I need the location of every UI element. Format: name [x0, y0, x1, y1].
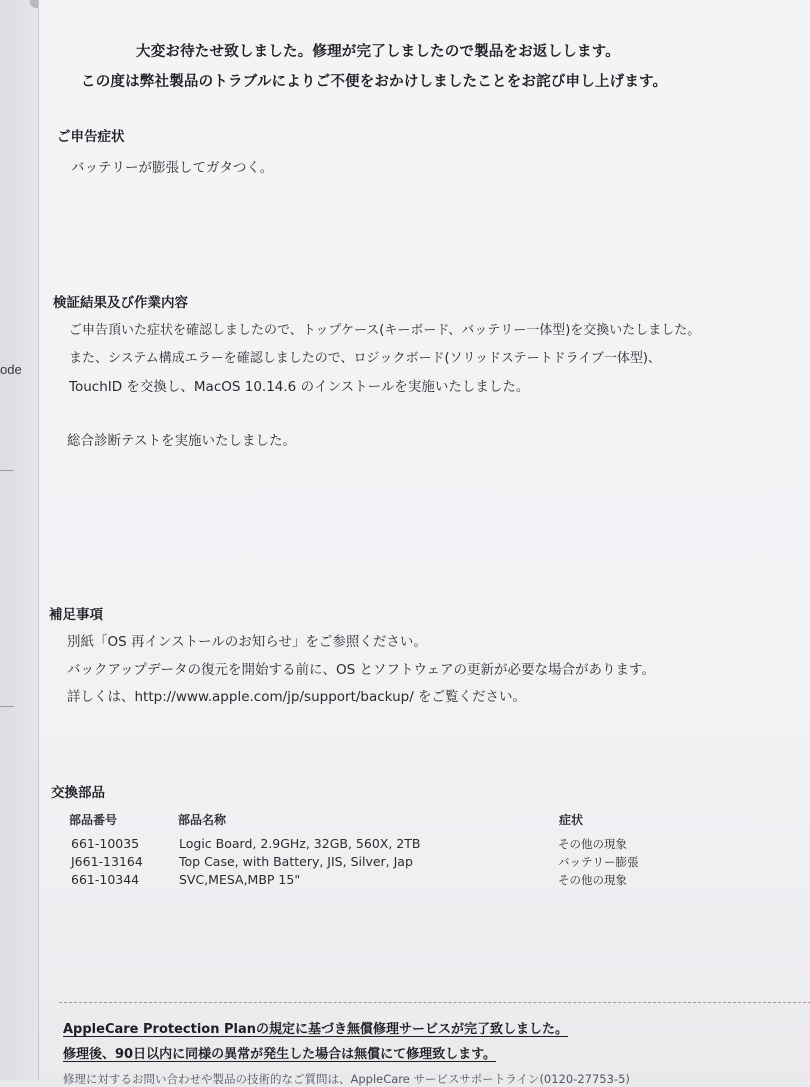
reported-symptom-text: バッテリーが膨張してガタつく。: [71, 160, 274, 176]
parts-col-number-header: 部品番号: [69, 813, 118, 827]
verification-line: TouchID を交換し、MacOS 10.14.6 のインストールを実施いたしました。: [69, 379, 530, 395]
part-number: 661-10035: [71, 836, 140, 851]
verification-line: また、システム構成エラーを確認しましたので、ロジックボード(ソリッドステートドライブ一体型)、: [69, 351, 661, 366]
header-line-1: 大変お待たせ致しました。修理が完了しましたので製品をお返しします。: [136, 44, 620, 60]
underlying-sheet-edge: [0, 0, 38, 1080]
part-symptom: その他の現象: [558, 873, 627, 887]
part-symptom: バッテリー膨張: [558, 855, 639, 869]
part-symptom: その他の現象: [558, 837, 627, 851]
footer-cut-line: 修理に対するお問い合わせや製品の技術的なご質問は、AppleCare サービスサポートライン(0120-27753-5): [63, 1072, 630, 1086]
verification-line: 総合診断テストを実施いたしました。: [67, 433, 296, 449]
parts-col-name-header: 部品名称: [178, 813, 227, 827]
header-line-2: この度は弊社製品のトラブルによりご不便をおかけしましたことをお詫び申し上げます。: [81, 74, 668, 90]
parts-heading: 交換部品: [51, 785, 105, 801]
notes-heading: 補足事項: [49, 607, 103, 623]
footer-line-1: AppleCare Protection Planの規定に基づき無償修理サービスが完了致しました。: [63, 1022, 569, 1037]
repair-letter-sheet: [38, 0, 810, 1086]
notes-line: 別紙「OS 再インストールのお知らせ」をご参照ください。: [67, 634, 427, 650]
notes-url-line: 詳しくは、http://www.apple.com/jp/support/backup/ をご覧ください。: [67, 689, 527, 705]
reported-symptom-heading: ご申告症状: [57, 129, 125, 145]
underlying-text-fragment: ode: [0, 362, 22, 377]
footer-dashed-rule: [59, 1002, 810, 1003]
part-name: Top Case, with Battery, JIS, Silver, Jap: [179, 854, 413, 869]
part-number: J661-13164: [71, 854, 143, 869]
parts-col-symptom-header: 症状: [559, 813, 584, 827]
notes-line: バックアップデータの復元を開始する前に、OS とソフトウェアの更新が必要な場合があります。: [67, 662, 655, 678]
verification-heading: 検証結果及び作業内容: [53, 295, 188, 311]
part-number: 661-10344: [71, 872, 140, 887]
part-name: Logic Board, 2.9GHz, 32GB, 560X, 2TB: [179, 836, 421, 851]
verification-line: ご申告頂いた症状を確認しましたので、トップケース(キーボード、バッテリー一体型)を交換いたしました。: [69, 323, 701, 338]
part-name: SVC,MESA,MBP 15": [179, 872, 301, 887]
footer-line-2: 修理後、90日以内に同様の異常が発生した場合は無償にて修理致します。: [63, 1047, 497, 1062]
underlying-rule: [0, 706, 14, 707]
underlying-rule: [0, 470, 14, 471]
